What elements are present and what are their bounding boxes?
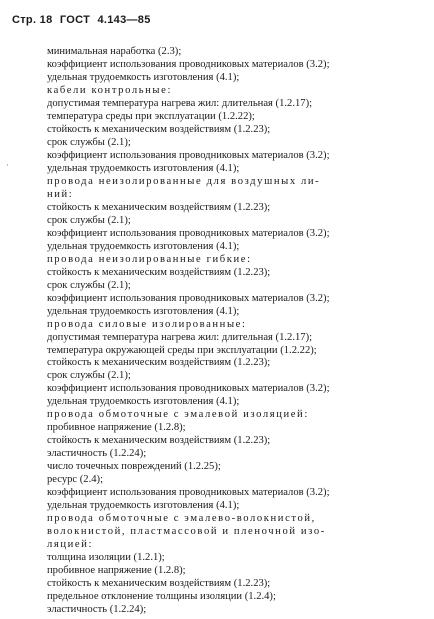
standard-number: 4.143—85 [97,14,151,26]
section-heading: провода неизолированные для воздушных ли- [47,175,321,187]
text-line: коэффициент использования проводниковых материалов (3.2); [47,149,330,161]
text-line: коэффициент использования проводниковых материалов (3.2); [47,227,330,239]
text-line: удельная трудоемкость изготовления (4.1); [47,162,240,174]
page-number: Стр. 18 [12,14,53,26]
text-line: коэффициент использования проводниковых материалов (3.2); [47,59,330,70]
text-line: срок службы (2.1); [47,370,131,382]
text-line: стойкость к механическим воздействиям (1.2.23); [47,435,271,447]
text-line: минимальная наработка (2.3); [47,46,182,57]
text-line: температура среды при эксплуатации (1.2.22); [47,110,255,122]
margin-mark: · [6,160,9,170]
text-line: толщина изоляции (1.2.1); [47,552,165,564]
text-line: стойкость к механическим воздействиям (1.2.23); [47,266,271,278]
text-line: удельная трудоемкость изготовления (4.1); [47,240,240,252]
text-line: удельная трудоемкость изготовления (4.1); [47,72,240,83]
standard-label: ГОСТ [59,14,91,26]
text-line: пробивное напряжение (1.2.8); [47,422,186,434]
section-heading: провода обмоточные с эмалевой изоляцией: [47,409,309,421]
text-line: срок службы (2.1); [47,214,131,226]
text-line: стойкость к механическим воздействиям (1.2.23); [47,357,271,369]
text-line: коэффициент использования проводниковых материалов (3.2); [47,292,330,304]
text-line: ресурс (2.4); [47,474,104,486]
text-line: стойкость к механическим воздействиям (1.2.23); [47,201,271,213]
text-line: удельная трудоемкость изготовления (4.1); [47,500,240,512]
text-line: удельная трудоемкость изготовления (4.1); [47,396,240,408]
text-line: число точечных повреждений (1.2.25); [47,461,221,473]
section-heading: ляцией: [47,539,94,551]
section-heading: ний: [47,188,74,200]
text-line: коэффициент использования проводниковых материалов (3.2); [47,383,330,395]
text-line: допустимая температура нагрева жил: длительная (1.2.17); [47,331,313,343]
section-heading: провода неизолированные гибкие: [47,253,252,265]
text-line: стойкость к механическим воздействиям (1.2.23); [47,578,271,589]
text-line: предельное отклонение толщины изоляции (1.2.4); [47,591,276,602]
text-line: стойкость к механическим воздействиям (1.2.23); [47,123,271,135]
text-line: коэффициент использования проводниковых материалов (3.2); [47,487,330,499]
text-line: срок службы (2.1); [47,279,131,291]
text-line: эластичность (1.2.24); [47,604,147,615]
section-heading: провода обмоточные с эмалево-волокнистой, [47,513,316,525]
text-line: срок службы (2.1); [47,136,131,148]
text-line: эластичность (1.2.24); [47,448,147,460]
text-line: пробивное напряжение (1.2.8); [47,565,186,577]
section-heading: кабели контрольные: [47,84,172,96]
text-line: допустимая температура нагрева жил: длительная (1.2.17); [47,97,313,109]
text-line: температура окружающей среды при эксплуатации (1.2.22); [47,344,317,356]
section-heading: провода силовые изолированные: [47,318,247,330]
section-heading: волокнистой, пластмассовой и пленочной изо- [47,526,326,538]
text-line: удельная трудоемкость изготовления (4.1); [47,305,240,317]
